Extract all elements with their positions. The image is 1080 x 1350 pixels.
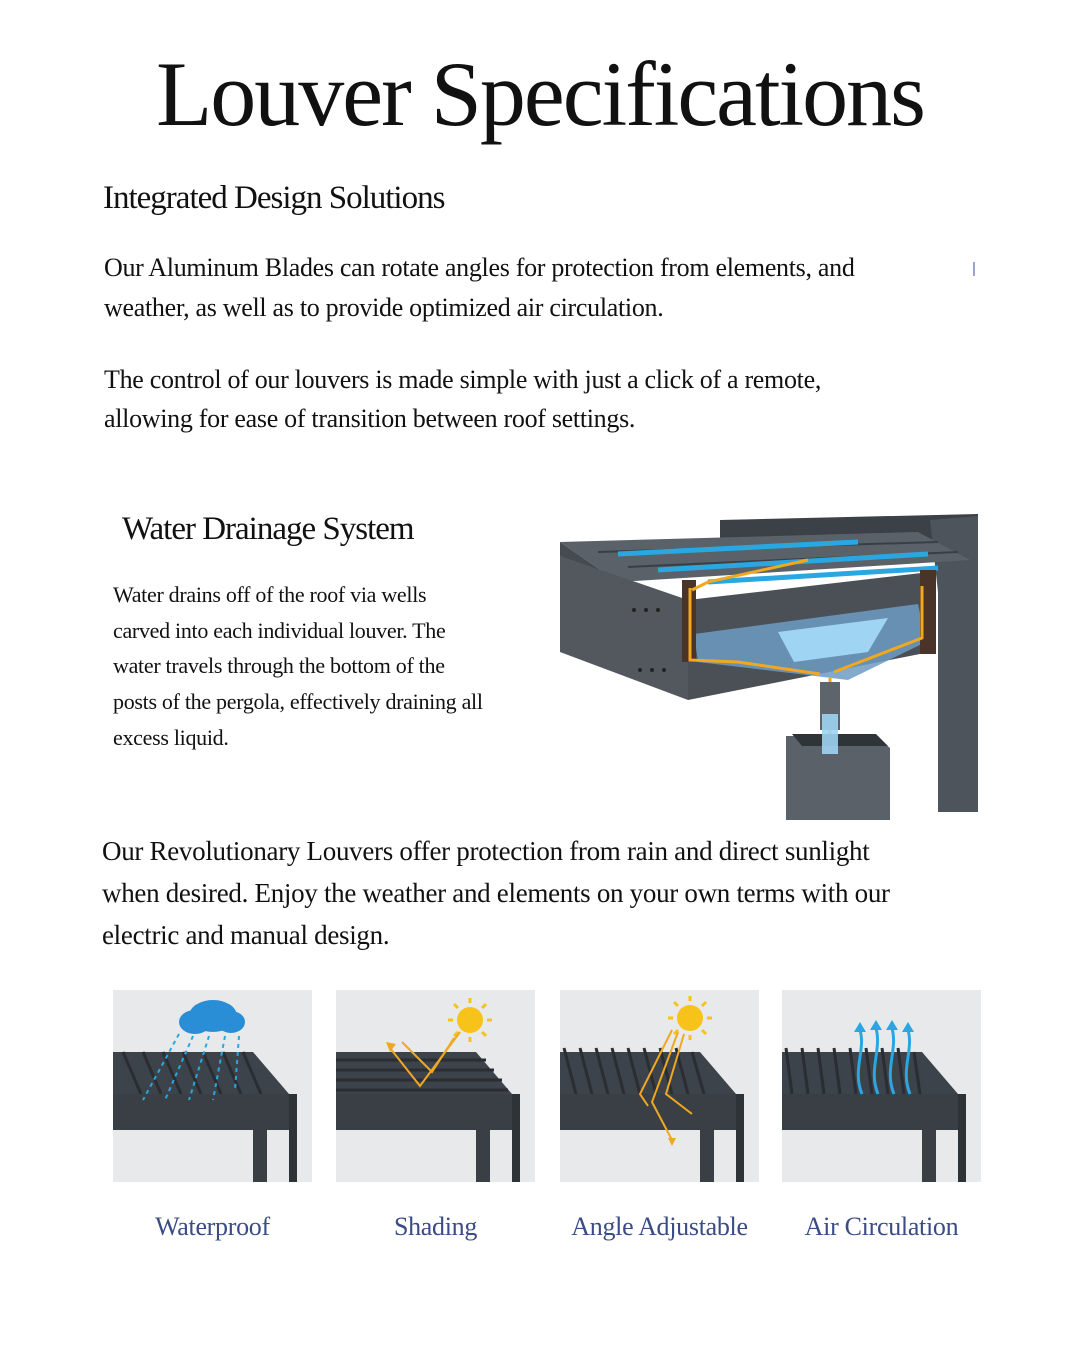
- integrated-heading: Integrated Design Solutions: [103, 180, 445, 216]
- page-title: Louver Specifications: [156, 43, 924, 145]
- feature-row: [113, 990, 981, 1260]
- feature-angle-adjustable: [560, 990, 759, 1242]
- stray-mark: [973, 262, 975, 276]
- drainage-line: water travels through the bottom of the: [113, 653, 445, 678]
- feature-waterproof: [113, 990, 312, 1242]
- feature-label: Waterproof: [155, 1212, 270, 1241]
- integrated-para1-line1: Our Aluminum Blades can rotate angles for protection from elements, and: [104, 253, 855, 282]
- sun-icon: [560, 990, 759, 1182]
- drainage-diagram: [558, 512, 980, 820]
- drainage-line: Water drains off of the roof via wells: [113, 582, 427, 607]
- airflow-arrows-icon: [782, 990, 981, 1182]
- integrated-para1-line2: weather, as well as to provide optimized air circulation.: [104, 293, 664, 322]
- sun-icon: [336, 990, 535, 1182]
- revolutionary-line1: Our Revolutionary Louvers offer protection from rain and direct sunlight: [102, 836, 870, 866]
- integrated-para2-line2: allowing for ease of transition between roof settings.: [104, 404, 636, 433]
- integrated-para2-line1: The control of our louvers is made simple with just a click of a remote,: [104, 365, 822, 394]
- drainage-line: carved into each individual louver. The: [113, 618, 446, 643]
- feature-shading: [336, 990, 535, 1242]
- drainage-line: posts of the pergola, effectively draining all: [113, 689, 483, 714]
- drainage-line: excess liquid.: [113, 725, 229, 750]
- feature-label: Shading: [393, 1212, 478, 1241]
- feature-air-circulation: [782, 990, 981, 1242]
- drainage-heading: Water Drainage System: [122, 511, 414, 547]
- rain-cloud-icon: [113, 990, 312, 1182]
- feature-label: Angle Adjustable: [571, 1212, 748, 1241]
- revolutionary-line2: when desired. Enjoy the weather and elements on your own terms with our: [102, 878, 890, 908]
- feature-label: Air Circulation: [804, 1212, 959, 1241]
- revolutionary-line3: electric and manual design.: [102, 920, 390, 950]
